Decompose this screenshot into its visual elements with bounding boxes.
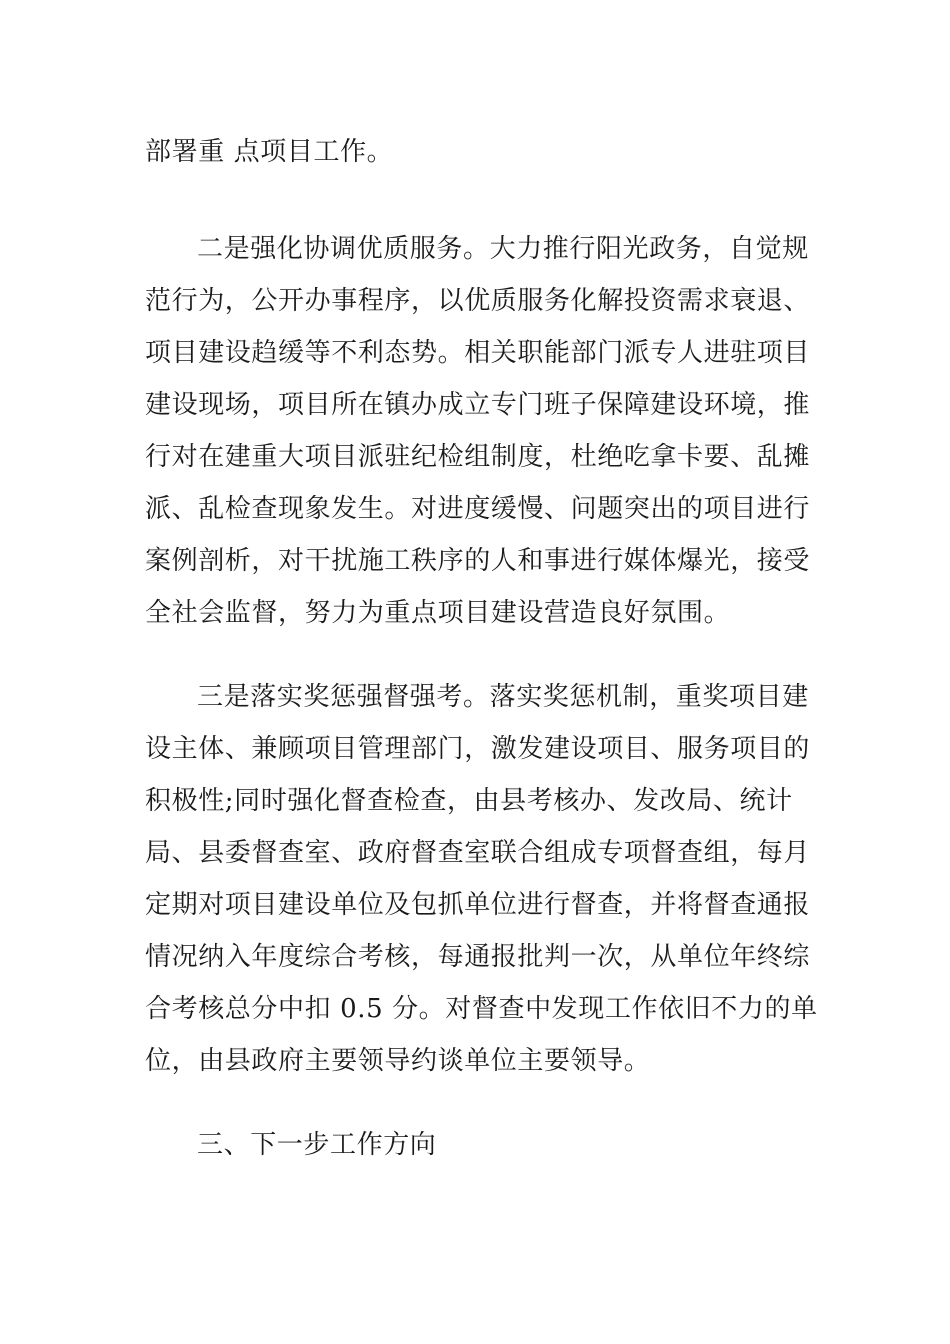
paragraph-line: 范行为，公开办事程序，以优质服务化解投资需求衰退、 — [145, 286, 811, 316]
section-heading: 三、下一步工作方向 — [197, 1130, 437, 1160]
paragraph-line: 二是强化协调优质服务。大力推行阳光政务，自觉规 — [197, 234, 809, 264]
paragraph-line: 建设现场，项目所在镇办成立专门班子保障建设环境，推 — [145, 390, 811, 420]
paragraph-line: 三是落实奖惩强督强考。落实奖惩机制，重奖项目建 — [197, 682, 809, 712]
paragraph-line: 位，由县政府主要领导约谈单位主要领导。 — [145, 1046, 651, 1076]
paragraph-line: 积极性;同时强化督查检查，由县考核办、发改局、统计 — [145, 786, 793, 816]
paragraph-line: 全社会监督，努力为重点项目建设营造良好氛围。 — [145, 598, 731, 628]
paragraph-line: 情况纳入年度综合考核，每通报批判一次，从单位年终综 — [145, 942, 811, 972]
paragraph-line: 案例剖析，对干扰施工秩序的人和事进行媒体爆光，接受 — [145, 546, 811, 576]
paragraph-line: 设主体、兼顾项目管理部门，激发建设项目、服务项目的 — [145, 734, 811, 764]
paragraph-line: 定期对项目建设单位及包抓单位进行督查，并将督查通报 — [145, 890, 811, 920]
paragraph-line: 派、乱检查现象发生。对进度缓慢、问题突出的项目进行 — [145, 494, 811, 524]
paragraph-line: 局、县委督查室、政府督查室联合组成专项督查组，每月 — [145, 838, 811, 868]
paragraph-line: 行对在建重大项目派驻纪检组制度，杜绝吃拿卡要、乱摊 — [145, 442, 811, 472]
paragraph-line: 项目建设趋缓等不利态势。相关职能部门派专人进驻项目 — [145, 338, 811, 368]
paragraph-line: 部署重 点项目工作。 — [145, 137, 394, 167]
paragraph-line: 合考核总分中扣 0.5 分。对督查中发现工作依旧不力的单 — [145, 994, 818, 1024]
